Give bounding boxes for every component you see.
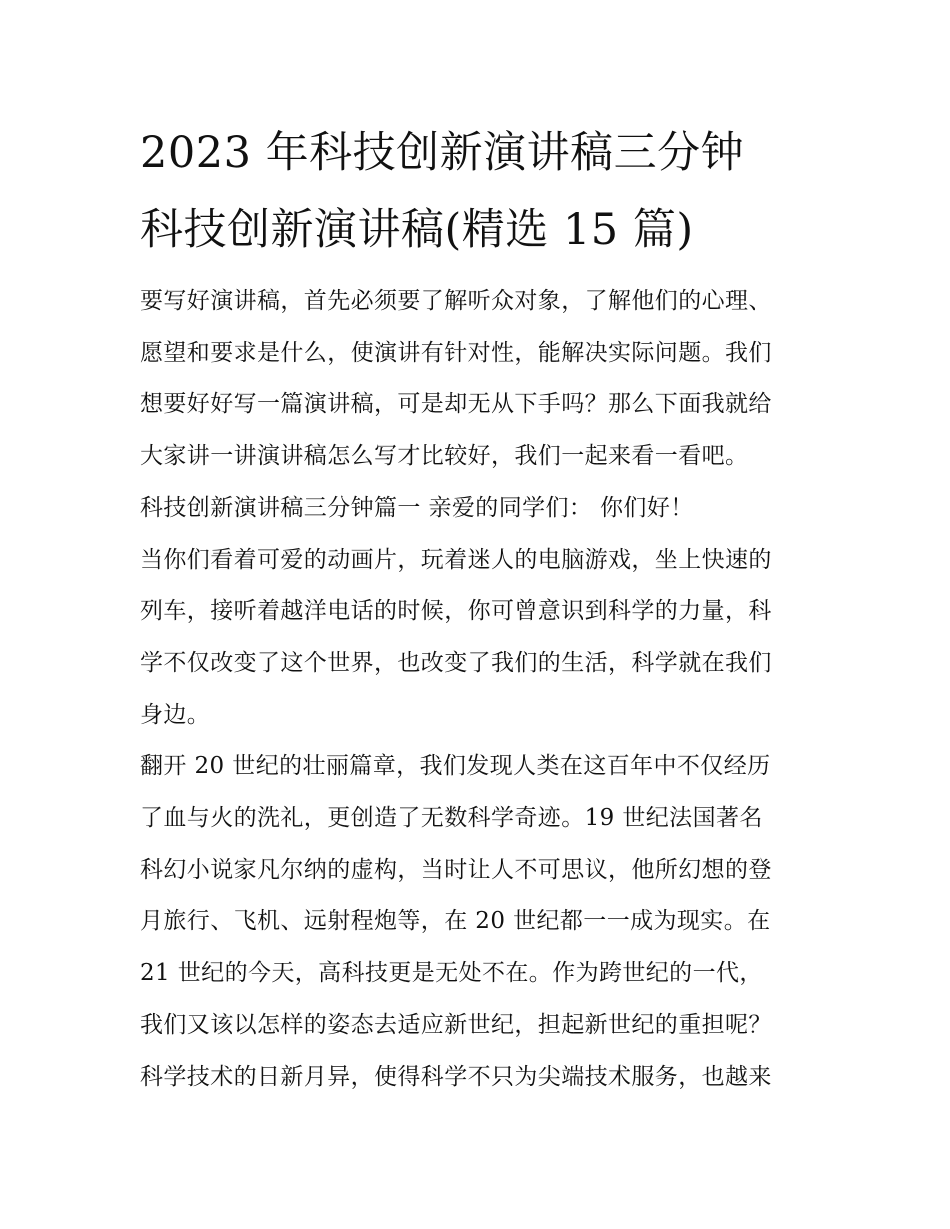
- body-line: 大家讲一讲演讲稿怎么写才比较好，我们一起来看一看吧。: [140, 443, 749, 470]
- body-line: 科学技术的日新月异，使得科学不只为尖端技术服务，也越来: [140, 1063, 772, 1090]
- body-line: 科幻小说家凡尔纳的虚构，当时让人不可思议，他所幻想的登: [140, 856, 772, 883]
- document-title: [140, 115, 820, 269]
- body-line: 翻开 20 世纪的壮丽篇章，我们发现人类在这百年中不仅经历: [140, 753, 771, 780]
- title-line: 2023 年科技创新演讲稿三分钟: [140, 128, 745, 178]
- body-line: 要写好演讲稿，首先必须要了解听众对象，了解他们的心理、: [140, 288, 772, 314]
- body-line: 月旅行、飞机、远射程炮等，在 20 世纪都一一成为现实。在: [140, 908, 771, 935]
- body-line: 学不仅改变了这个世界，也改变了我们的生活，科学就在我们: [140, 649, 772, 676]
- body-line: 愿望和要求是什么，使演讲有针对性，能解决实际问题。我们: [140, 339, 772, 366]
- body-line: 当你们看着可爱的动画片，玩着迷人的电脑游戏，坐上快速的: [140, 546, 772, 573]
- body-line: 了血与火的洗礼，更创造了无数科学奇迹。19 世纪法国著名: [140, 805, 763, 832]
- document-body: [140, 276, 820, 1103]
- body-line: 身边。: [140, 701, 211, 728]
- body-line: 科技创新演讲稿三分钟篇一 亲爱的同学们： 你们好！: [140, 494, 694, 521]
- body-line: 我们又该以怎样的姿态去适应新世纪，担起新世纪的重担呢？: [140, 1011, 772, 1038]
- title-line: 科技创新演讲稿(精选 15 篇): [140, 205, 694, 255]
- body-line: 列车，接听着越洋电话的时候，你可曾意识到科学的力量，科: [140, 598, 772, 625]
- body-line: 想要好好写一篇演讲稿，可是却无从下手吗？那么下面我就给: [140, 391, 772, 418]
- body-line: 21 世纪的今天，高科技更是无处不在。作为跨世纪的一代，: [140, 960, 763, 987]
